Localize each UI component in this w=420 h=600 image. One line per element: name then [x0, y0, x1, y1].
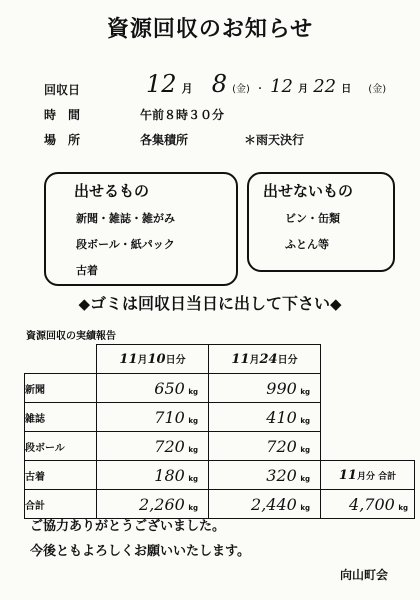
unit: kg — [188, 416, 198, 425]
value: 320 — [266, 465, 297, 485]
unit: kg — [188, 387, 198, 396]
col2-month: 11 — [231, 352, 250, 367]
row-label: 古着 — [25, 461, 97, 490]
empty-cell — [321, 345, 415, 374]
date-weekday-2: (金) — [368, 84, 387, 95]
can-item: 段ボール・紙パック — [76, 238, 175, 251]
value-cell — [321, 490, 415, 519]
date-day-2: 22 — [313, 76, 337, 97]
diamond-icon: ◆ — [330, 295, 342, 313]
table-header-row — [25, 345, 415, 374]
page-title: 資源回収のお知らせ — [106, 17, 314, 42]
can-item: 新聞・雑誌・雑がみ — [76, 212, 175, 225]
unit: kg — [188, 503, 198, 512]
value-cell — [209, 403, 321, 432]
col2-day-suffix: 日分 — [277, 355, 298, 366]
col1-day: 10 — [147, 352, 166, 367]
value: 710 — [154, 407, 185, 427]
unit: kg — [188, 445, 198, 454]
date-month-2: 12 — [270, 76, 294, 97]
can-put-out-box — [44, 172, 238, 286]
can-item: 古着 — [76, 264, 98, 277]
regards-line: 今後ともよろしくお願いいたします。 — [30, 544, 250, 559]
date-day-suffix-2: 日 — [341, 84, 352, 95]
cannot-item: ふとん等 — [285, 238, 329, 251]
report-heading: 資源回収の実績報告 — [26, 331, 116, 342]
cannot-box-title: 出せないもの — [263, 182, 354, 200]
date-month-suffix-1: 月 — [181, 82, 193, 95]
row-label: 雑誌 — [25, 403, 97, 432]
col2-day: 24 — [259, 352, 278, 367]
time-label: 時 間 — [44, 108, 81, 122]
diamond-icon: ◆ — [78, 295, 90, 313]
cannot-item: ビン・缶類 — [285, 212, 340, 225]
value: 2,440 — [251, 494, 297, 514]
value-cell — [209, 490, 321, 519]
col2-month-suffix: 月 — [249, 355, 260, 366]
value-cell — [97, 403, 209, 432]
table-row — [25, 461, 415, 490]
month-total-value: 4,700 — [349, 494, 395, 514]
value-cell — [97, 374, 209, 403]
col1-day-suffix: 日分 — [165, 355, 186, 366]
value-cell — [209, 461, 321, 490]
month-total-label: 月分 合計 — [356, 471, 397, 482]
column-header-1 — [97, 345, 209, 374]
value-cell — [209, 432, 321, 461]
value: 180 — [154, 465, 185, 485]
cannot-put-out-box — [247, 172, 395, 272]
table-row — [25, 403, 415, 432]
date-label: 回収日 — [44, 83, 81, 97]
empty-cell — [321, 403, 415, 432]
value: 2,260 — [139, 494, 185, 514]
unit: kg — [188, 474, 198, 483]
unit: kg — [300, 503, 310, 512]
col1-month: 11 — [119, 352, 138, 367]
row-label: 合計 — [25, 490, 97, 519]
empty-cell — [321, 432, 415, 461]
unit: kg — [300, 387, 310, 396]
collection-dates — [146, 70, 386, 98]
col1-month-suffix: 月 — [137, 355, 148, 366]
date-separator: ・ — [255, 84, 266, 95]
date-month-suffix-2: 月 — [298, 84, 309, 95]
notice-text: ゴミは回収日当日に出して下さい — [89, 294, 330, 313]
empty-cell — [321, 374, 415, 403]
value: 650 — [154, 378, 185, 398]
table-row — [25, 374, 415, 403]
thanks-line: ご協力ありがとうございました。 — [30, 519, 226, 534]
value-cell — [209, 374, 321, 403]
signature: 向山町会 — [340, 568, 389, 582]
row-label: 段ボール — [25, 432, 97, 461]
unit: kg — [398, 503, 408, 512]
unit: kg — [300, 445, 310, 454]
place-value: 各集積所 — [140, 133, 189, 147]
row-label: 新聞 — [25, 374, 97, 403]
month-total-month: 11 — [338, 467, 357, 483]
value-cell — [97, 461, 209, 490]
place-label: 場 所 — [44, 133, 81, 147]
table-row — [25, 432, 415, 461]
value-cell — [97, 432, 209, 461]
empty-cell — [25, 345, 97, 374]
time-value: 午前８時３０分 — [140, 108, 225, 122]
unit: kg — [300, 474, 310, 483]
unit: kg — [300, 416, 310, 425]
notice-banner — [0, 291, 420, 314]
rain-note: ＊雨天決行 — [244, 133, 305, 147]
value: 990 — [266, 378, 297, 398]
can-box-title: 出せるもの — [74, 182, 150, 200]
report-table — [24, 344, 415, 519]
value: 720 — [266, 436, 297, 456]
column-header-2 — [209, 345, 321, 374]
value: 720 — [154, 436, 185, 456]
month-total-header — [321, 461, 415, 490]
date-weekday-1: (金) — [232, 84, 250, 95]
date-day-1: 8 — [211, 70, 228, 98]
value: 410 — [266, 407, 297, 427]
date-month-1: 12 — [146, 70, 177, 98]
